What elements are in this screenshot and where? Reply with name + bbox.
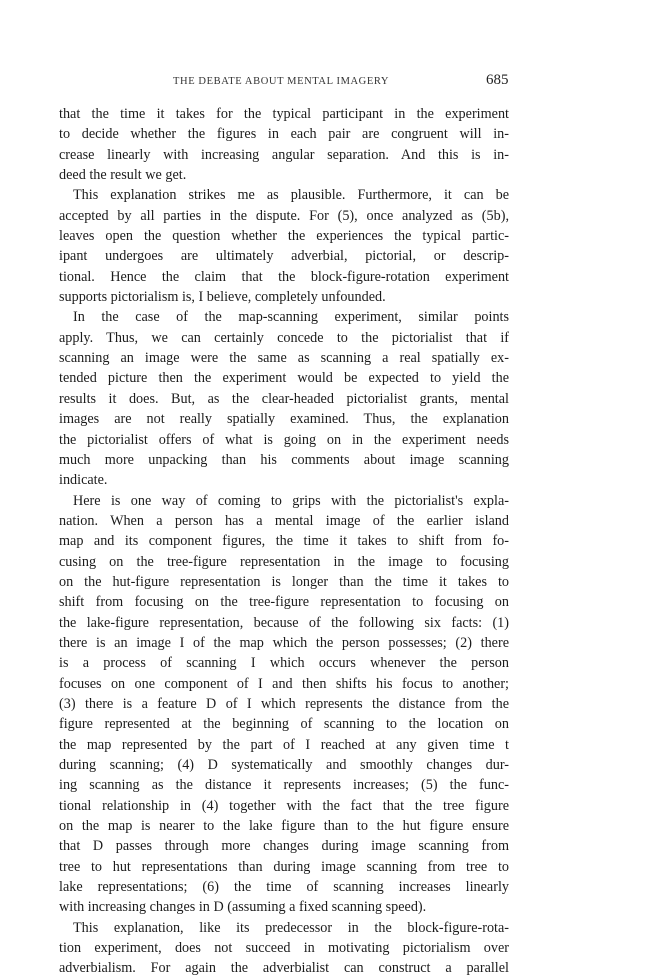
text-line: apply. Thus, we can certainly concede to the pictorialist that if	[59, 329, 509, 346]
text-line: focuses on one component of I and then shifts his focus to another;	[59, 675, 509, 692]
page-number: 685	[486, 72, 509, 88]
text-line: scanning an image were the same as scanning a real spatially ex-	[59, 350, 509, 367]
text-line: the lake-figure representation, because of the following six facts: (1)	[59, 614, 509, 631]
text-line: during scanning; (4) D systematically and smoothly changes dur-	[59, 757, 509, 773]
running-head: THE DEBATE ABOUT MENTAL IMAGERY	[173, 76, 390, 87]
text-line: that D passes through more changes during image scanning from	[59, 838, 509, 855]
text-line: tional relationship in (4) together with the fact that the tree figure	[59, 797, 509, 814]
text-line: adverbialism. For again the adverbialist can construct a parallel	[59, 960, 509, 977]
text-line: with increasing changes in D (assuming a fixed scanning speed).	[59, 899, 427, 916]
text-line: the pictorialist offers of what is going on in the experiment needs	[59, 431, 509, 448]
text-line: results it does. But, as the clear-headed pictorialist grants, mental	[59, 390, 509, 407]
body-text	[59, 104, 509, 979]
text-line: to decide whether the figures in each pair are congruent will in-	[59, 126, 509, 143]
text-line: supports pictorialism is, I believe, completely unfounded.	[59, 289, 386, 306]
text-line: accepted by all parties in the dispute. For (5), once analyzed as (5b),	[59, 207, 509, 224]
text-line: much more unpacking than his comments about image scanning	[59, 451, 509, 468]
text-line: on the hut-figure representation is longer than the time it takes to	[59, 573, 509, 590]
text-line: is a process of scanning I which occurs whenever the person	[59, 655, 509, 672]
text-line: leaves open the question whether the experiences the typical partic-	[59, 228, 509, 245]
text-line: on the map is nearer to the lake figure than to the hut figure ensure	[59, 818, 509, 835]
text-line: cusing on the tree-figure representation in the image to focusing	[59, 553, 509, 570]
text-line: This explanation strikes me as plausible. Furthermore, it can be	[73, 187, 509, 204]
text-line: indicate.	[59, 472, 108, 489]
text-line: the map represented by the part of I reached at any given time t	[59, 736, 509, 753]
text-line: (3) there is a feature D of I which represents the distance from the	[59, 695, 509, 712]
text-line: figure represented at the beginning of scanning to the location on	[59, 716, 509, 733]
text-line: deed the result we get.	[59, 167, 187, 184]
text-line: crease linearly with increasing angular separation. And this is in-	[59, 146, 509, 163]
text-line: there is an image I of the map which the person possesses; (2) there	[59, 634, 509, 651]
text-line: nation. When a person has a mental image of the earlier island	[59, 512, 509, 529]
text-line: ing scanning as the distance it represents increases; (5) the func-	[59, 777, 509, 794]
text-line: tion experiment, does not succeed in motivating pictorialism over	[59, 940, 509, 957]
text-line: ipant undergoes are ultimately adverbial, pictorial, or descrip-	[59, 248, 509, 265]
text-line: images are not really spatially examined. Thus, the explanation	[59, 411, 509, 428]
text-line: Here is one way of coming to grips with the pictorialist's expla-	[73, 492, 509, 509]
text-line: In the case of the map-scanning experiment, similar points	[73, 309, 509, 326]
text-line: tended picture then the experiment would be expected to yield the	[59, 370, 509, 387]
text-line: that the time it takes for the typical participant in the experiment	[59, 106, 509, 122]
text-line: shift from focusing on the tree-figure representation to focusing on	[59, 594, 509, 611]
text-line: lake representations; (6) the time of scanning increases linearly	[59, 879, 509, 896]
text-line: tional. Hence the claim that the block-figure-rotation experiment	[59, 268, 509, 285]
text-line: This explanation, like its predecessor in the block-figure-rota-	[73, 919, 509, 936]
text-line: tree to hut representations than during image scanning from tree to	[59, 858, 509, 875]
text-line: map and its component figures, the time it takes to shift from fo-	[59, 533, 509, 550]
